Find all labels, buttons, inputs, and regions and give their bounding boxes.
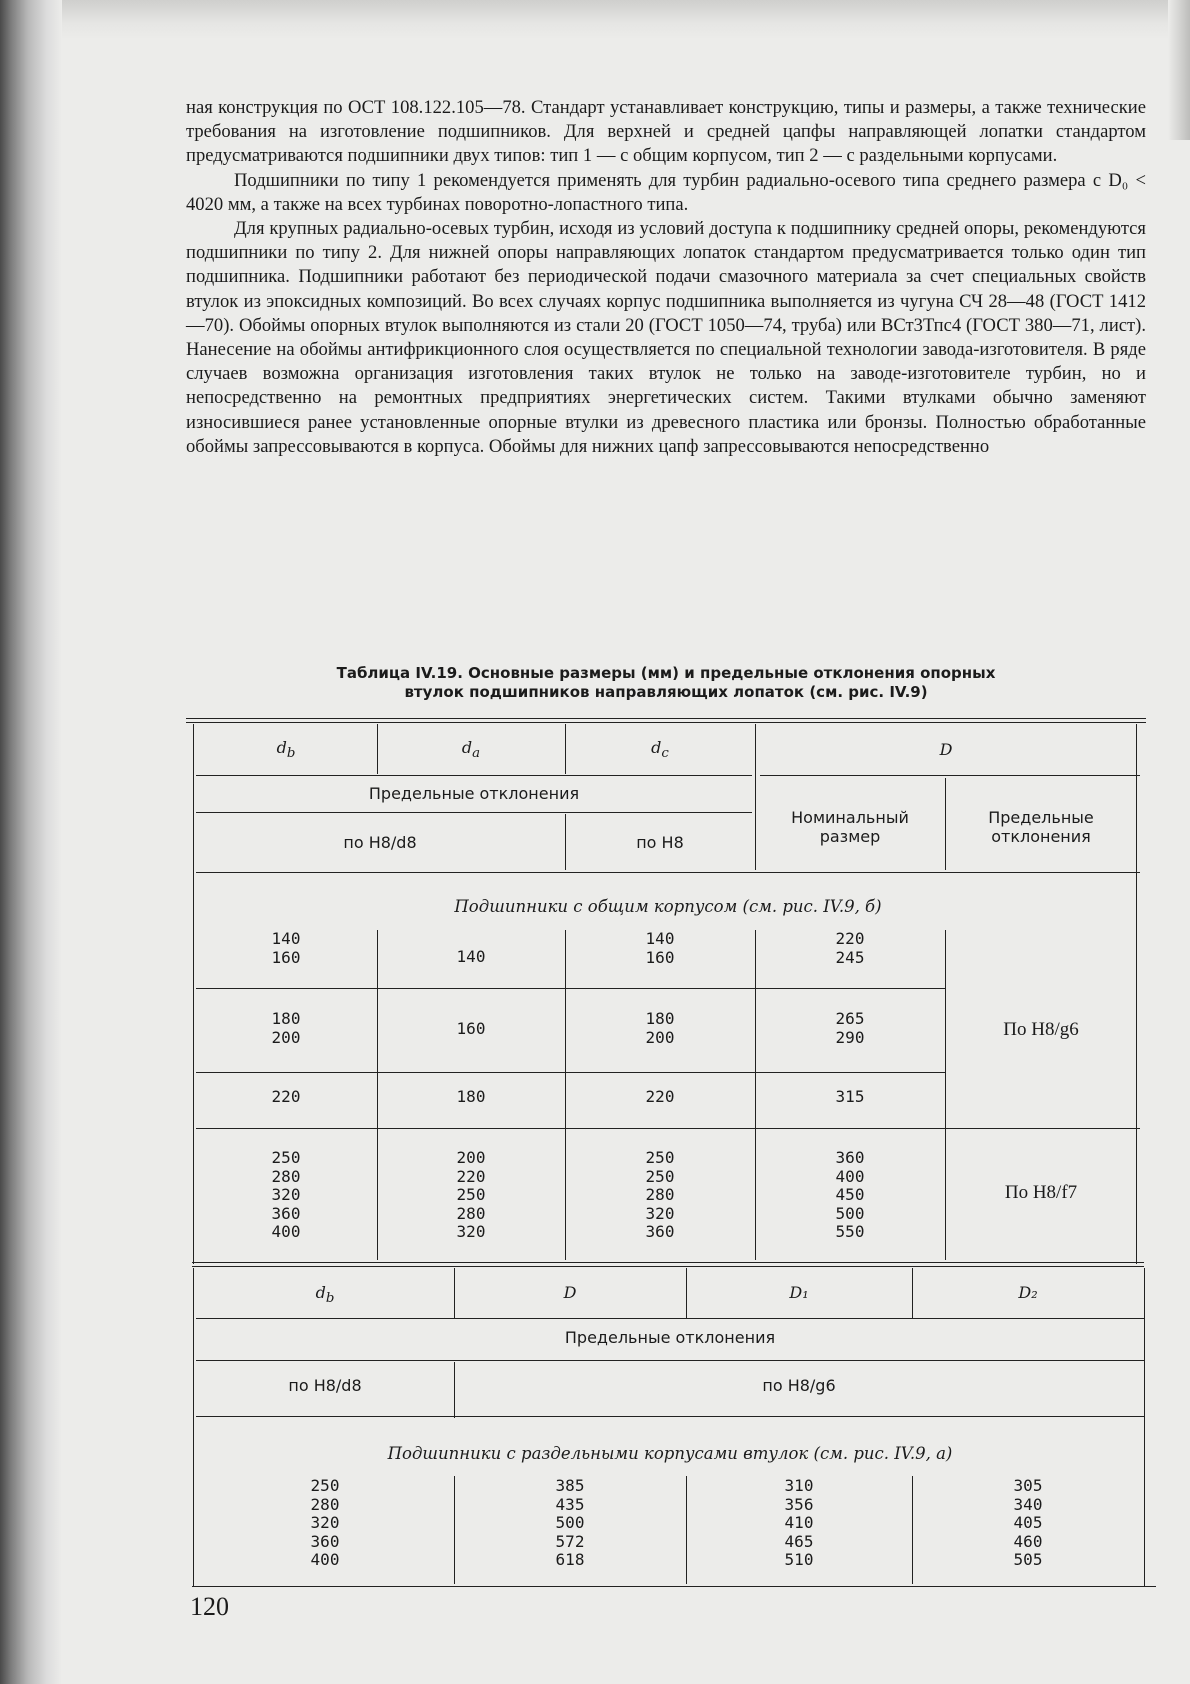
- header-pred-otkl: Предельные отклонения: [564, 1328, 776, 1347]
- cell-db: 250 280 320 360 400: [310, 1476, 340, 1570]
- cell-tolerance-f7: По H8/f7: [1004, 1182, 1078, 1203]
- header-db: $d_b$: [276, 738, 296, 762]
- cell-da: 140: [456, 947, 486, 966]
- header-D: D: [563, 1283, 577, 1302]
- header-h8d8: по H8/d8: [288, 1376, 362, 1395]
- cell-D: 265 290: [835, 1009, 865, 1047]
- cell-D: 360 400 450 500 550: [835, 1148, 865, 1242]
- header-pred-otkl-2: Предельные отклонения: [988, 808, 1094, 846]
- paragraph-3: Для крупных радиально-осевых турбин, исходя из условий доступа к подшипнику средней опоры, рекомендуются подшипники по типу 2. Для нижней опоры направляющих лопаток стандартом предусматривается только один тип подшипника. Подшипники работают без периодической подачи смазочного материала за счет специальных свойств втулок из эпоксидных композиций. Во всех случаях корпус подшипника выполняется из чугуна СЧ 28—48 (ГОСТ 1412—70). Обоймы опорных втулок выполняются из стали 20 (ГОСТ 1050—74, труба) или ВСт3Тпс4 (ГОСТ 380—71, лист). Нанесение на обоймы антифрикционного слоя осуществляется по специальной технологии завода-изготовителя. В ряде случаев возможна организация изготовления таких втулок не только на заводе-изготовителе турбин, но и непосредственно на ремонтных предприятиях энергетических систем. Такими втулками обычно заменяют износившиеся ранее установленные опорные втулки из древесного пластика или бронзы. Полностью обработанные обоймы запрессовываются в корпуса. Обоймы для нижних цапф запрессовываются непосредственно: [186, 218, 1146, 457]
- rule: [196, 775, 752, 776]
- paragraph-1: ная конструкция по ОСТ 108.122.105—78. Стандарт устанавливает конструкцию, типы и размеры, а также технические требования на изготовление подшипников. Для верхней и средней цапфы направляющей лопатки стандартом предусматриваются подшипники двух типов: тип 1 — с общим корпусом, тип 2 — с раздельными корпусами.: [186, 97, 1146, 167]
- rule: [196, 1416, 1144, 1417]
- section-common-housing: Подшипники с общим корпусом (см. рис. IV.9, б): [454, 897, 882, 916]
- header-db: $d_b$: [315, 1283, 335, 1307]
- cell-db: 140 160: [271, 929, 301, 967]
- caption-line-1: Таблица IV.19. Основные размеры (мм) и предельные отклонения опорных: [336, 664, 996, 682]
- page-number: 120: [190, 1592, 229, 1621]
- rule: [196, 812, 752, 813]
- rule: [192, 1262, 1144, 1263]
- cell-dc: 220: [645, 1087, 675, 1106]
- scan-top-shadow: [62, 0, 1190, 40]
- rule: [196, 988, 946, 989]
- cell-dc: 180 200: [645, 1009, 675, 1047]
- rule: [186, 718, 1146, 719]
- rule: [196, 872, 1140, 873]
- cell-db: 180 200: [271, 1009, 301, 1047]
- rule: [196, 1072, 946, 1073]
- cell-dc: 250 250 280 320 360: [645, 1148, 675, 1242]
- section-separate-housing: Подшипники с раздельными корпусами втулок (см. рис. IV.9, а): [387, 1444, 953, 1463]
- rule: [193, 724, 194, 1264]
- cell-D: 315: [835, 1087, 865, 1106]
- rule: [760, 775, 1140, 776]
- header-h8: по H8: [636, 833, 684, 852]
- paragraph-2: Подшипники по типу 1 рекомендуется применять для турбин радиально-осевого типа среднего размера с D₀ < 4020 мм, а также на всех турбинах поворотно-лопастного типа.: [186, 169, 1146, 215]
- header-nominal: Номинальный размер: [791, 808, 909, 846]
- header-pred-otkl: Предельные отклонения: [368, 784, 580, 803]
- cell-D1: 310 356 410 465 510: [784, 1476, 814, 1570]
- header-dc: $d_c$: [651, 738, 669, 762]
- table-caption: [186, 664, 1146, 702]
- cell-tolerance-g6: По H8/g6: [1003, 1019, 1079, 1040]
- header-D2: D₂: [1018, 1283, 1038, 1302]
- caption-line-2: втулок подшипников направляющих лопаток (см. рис. IV.9): [404, 683, 928, 701]
- rule: [1144, 1268, 1145, 1586]
- cell-db: 220: [271, 1087, 301, 1106]
- cell-D2: 305 340 405 460 505: [1013, 1476, 1043, 1570]
- rule: [193, 1268, 194, 1586]
- cell-da: 200 220 250 280 320: [456, 1148, 486, 1242]
- rule: [196, 1360, 1144, 1361]
- scan-right-shadow: [1168, 0, 1190, 140]
- cell-D: 385 435 500 572 618: [555, 1476, 585, 1570]
- rule: [1136, 724, 1137, 1264]
- cell-db: 250 280 320 360 400: [271, 1148, 301, 1242]
- book-spine-shadow: [0, 0, 62, 1684]
- body-text: [186, 96, 1146, 459]
- rule: [196, 1128, 1140, 1129]
- rule: [192, 1266, 1144, 1267]
- cell-D: 220 245: [835, 929, 865, 967]
- cell-da: 180: [456, 1087, 486, 1106]
- rule: [186, 722, 1146, 723]
- header-da: $d_a$: [461, 738, 481, 762]
- header-h8d8: по H8/d8: [343, 833, 417, 852]
- header-D: D: [939, 740, 953, 759]
- cell-dc: 140 160: [645, 929, 675, 967]
- header-D1: D₁: [789, 1283, 809, 1302]
- rule: [192, 1586, 1156, 1587]
- cell-da: 160: [456, 1019, 486, 1038]
- header-h8g6: по H8/g6: [762, 1376, 836, 1395]
- rule: [196, 1318, 1144, 1319]
